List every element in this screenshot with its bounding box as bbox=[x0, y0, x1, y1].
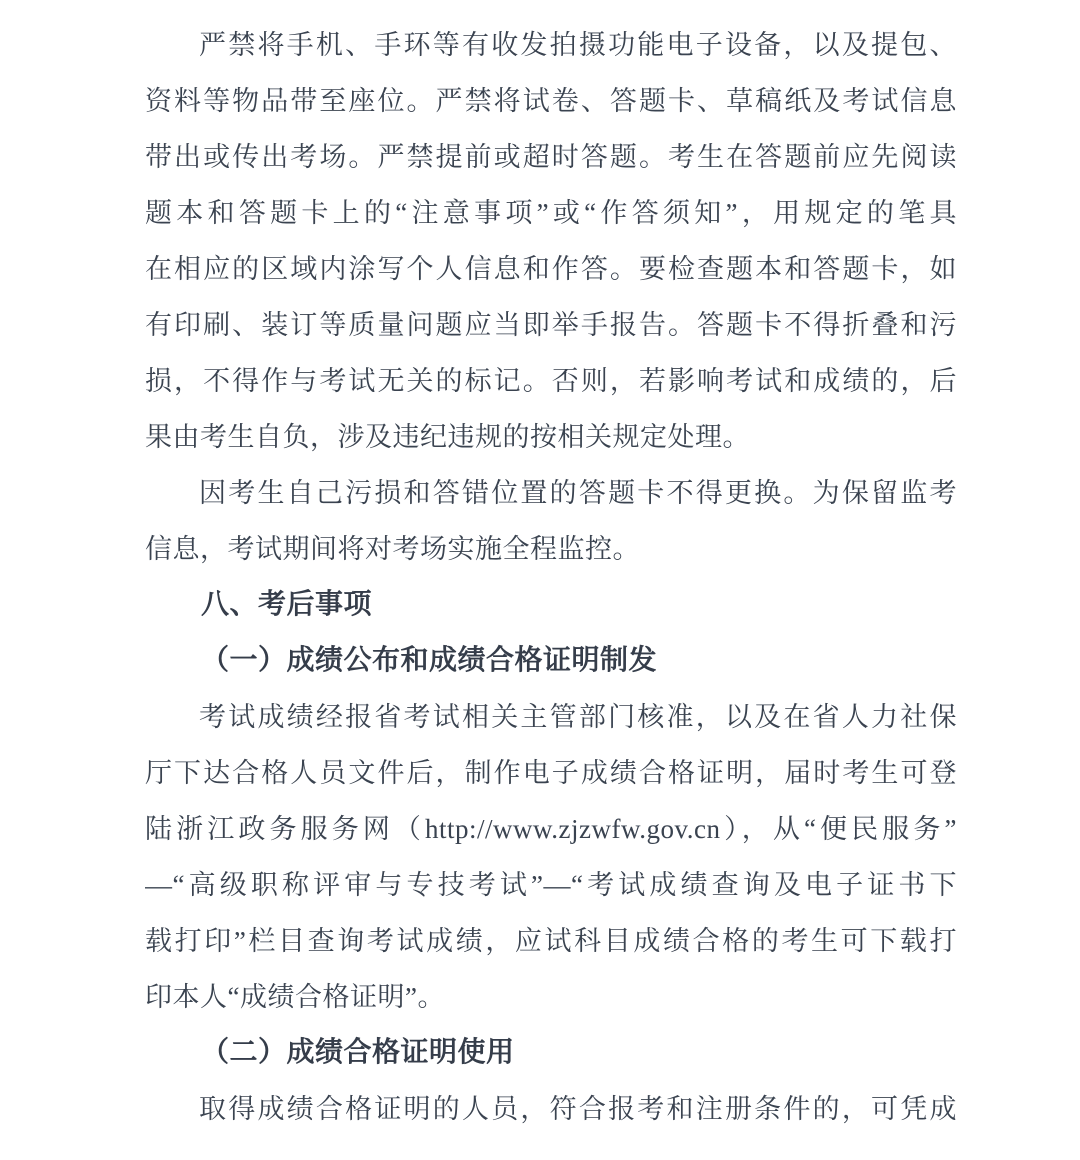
section-heading: 八、考后事项 bbox=[201, 589, 373, 620]
paragraph bbox=[145, 17, 957, 465]
document-body bbox=[145, 0, 957, 1137]
text-line: 严禁将手机、手环等有收发拍摄功能电子设备，以及提包、 bbox=[199, 30, 957, 60]
text-line: 载打印”栏目查询考试成绩，应试科目成绩合格的考生可下载打 bbox=[145, 926, 957, 956]
section-heading: （二）成绩合格证明使用 bbox=[201, 1037, 515, 1068]
paragraph bbox=[145, 1081, 957, 1137]
text-line: 资料等物品带至座位。严禁将试卷、答题卡、草稿纸及考试信息 bbox=[145, 86, 957, 116]
text-line: 考试成绩经报省考试相关主管部门核准，以及在省人力社保 bbox=[199, 702, 957, 732]
text-line: 损，不得作与考试无关的标记。否则，若影响考试和成绩的，后 bbox=[145, 366, 957, 396]
section-heading: （一）成绩公布和成绩合格证明制发 bbox=[201, 645, 658, 676]
text-line: 有印刷、装订等质量问题应当即举手报告。答题卡不得折叠和污 bbox=[145, 310, 957, 340]
text-line: 在相应的区域内涂写个人信息和作答。要检查题本和答题卡，如 bbox=[145, 254, 957, 284]
text-line: 带出或传出考场。严禁提前或超时答题。考生在答题前应先阅读 bbox=[145, 142, 957, 172]
text-line: 信息，考试期间将对考场实施全程监控。 bbox=[145, 534, 640, 564]
paragraph bbox=[145, 689, 957, 1025]
text-line: 陆浙江政务服务网（http://www.zjzwfw.gov.cn），从“便民服务” bbox=[145, 814, 957, 844]
text-line: 印本人“成绩合格证明”。 bbox=[145, 982, 445, 1012]
text-line: 果由考生自负，涉及违纪违规的按相关规定处理。 bbox=[145, 422, 750, 452]
text-line: 题本和答题卡上的“注意事项”或“作答须知”，用规定的笔具 bbox=[145, 198, 957, 228]
text-line: 取得成绩合格证明的人员，符合报考和注册条件的，可凭成 bbox=[199, 1094, 957, 1124]
text-line: —“高级职称评审与专技考试”—“考试成绩查询及电子证书下 bbox=[145, 870, 957, 900]
paragraph bbox=[145, 465, 957, 577]
text-line: 厅下达合格人员文件后，制作电子成绩合格证明，届时考生可登 bbox=[145, 758, 957, 788]
text-line: 因考生自己污损和答错位置的答题卡不得更换。为保留监考 bbox=[199, 478, 957, 508]
